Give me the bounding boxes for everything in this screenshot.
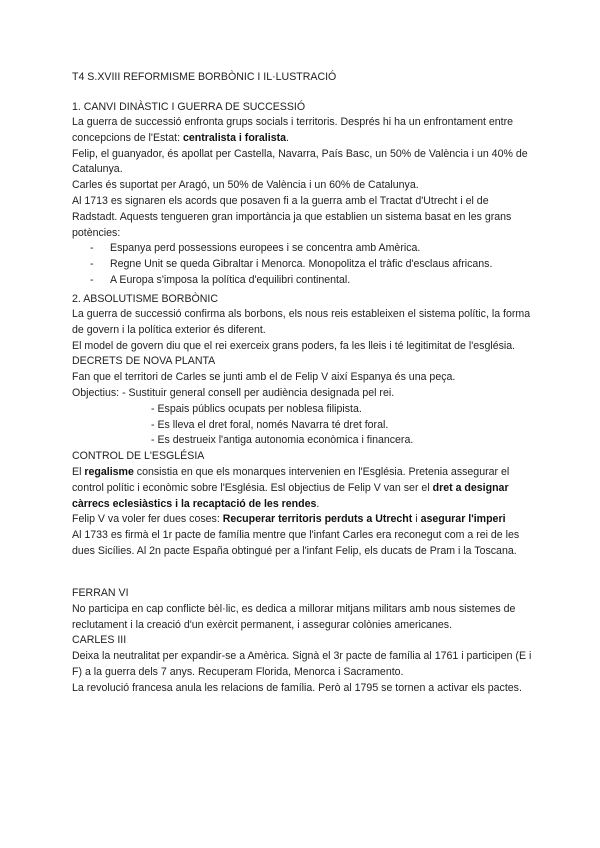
section-succession	[72, 115, 534, 289]
section-heading-absolutism: 2. ABSOLUTISME BORBÒNIC	[72, 293, 218, 305]
bold-text: asegurar l'imperi	[420, 513, 506, 526]
text: consistia en que els monarques intervenien en l'Església. Pretenia assegurar el control polític i econòmic sobre l'Església. Esl objectius de Felip V van ser el	[72, 465, 510, 494]
section-absolutism	[72, 307, 534, 560]
paragraph: Al 1713 es signaren els acords que posaven fi a la guerra amb el Tractat d'Utrecht i el de Radstadt. Aquests tengueren gran importància ja que establien un sistema basat en les grans potències:	[72, 194, 512, 239]
bold-text: Recuperar territoris perduts a Utrecht	[222, 513, 413, 526]
section-heading-succession: 1. CANVI DINÀSTIC I GUERRA DE SUCCESSIÓ	[72, 101, 306, 113]
objective-item: - Es lleva el dret foral, només Navarra té dret foral.	[151, 418, 389, 431]
text: Felip V va voler fer dues coses:	[72, 513, 223, 526]
objectives-label: Objectius:	[72, 386, 120, 399]
bold-text: centralista i foralista	[182, 131, 287, 144]
list-item: - A Europa s'imposa la política d'equilibri continental.	[90, 273, 534, 289]
paragraph: La revolució francesa anula les relacions de família. Però al 1795 se tornen a activar els pactes.	[72, 681, 522, 694]
objective-item: - Espais públics ocupats per noblesa filipista.	[151, 402, 362, 415]
paragraph: Al 1733 es firmà el 1r pacte de família mentre que l'infant Carles era reconegut com a rei de les dues Sicílies. Al 2n pacte España obtingué per a l'infant Felip, els ducats de Pram i la Toscana.	[72, 529, 520, 557]
text: .	[286, 131, 289, 144]
objective-item: - Es destrueix l'antiga autonomia econòmica i financera.	[151, 434, 414, 447]
subheading-decrets: DECRETS DE NOVA PLANTA	[72, 355, 216, 368]
paragraph: El model de govern diu que el rei exerceix grans poders, fa les lleis i té legitimitat de l'església.	[72, 339, 516, 352]
list-item: - Regne Unit se queda Gibraltar i Menorca. Monopolitza el tràfic d'esclaus africans.	[90, 257, 534, 273]
text: La guerra de successió enfronta grups socials i territoris. Després hi ha un enfrontament entre concepcions de l'Estat:	[72, 116, 514, 144]
paragraph: No participa en cap conflicte bèl·lic, es dedica a millorar mitjans militars amb nous sistemes de reclutament i la creació d'un exèrcit permanent, i assegurar colònies americanes.	[72, 602, 516, 631]
paragraph	[72, 465, 534, 512]
bold-text: dret a designar càrrecs eclesiàstics i la recaptació de les rendes	[72, 481, 509, 510]
paragraph: Felip, el guanyador, és apollat per Castella, Navarra, País Basc, un 50% de València i un 40% de Catalunya.	[72, 147, 528, 176]
subheading-ferran: FERRAN VI	[72, 587, 129, 599]
consequences-list	[90, 241, 534, 288]
text: i	[412, 513, 421, 526]
objective-item: - Sustituir general consell per audiència designada pel rei.	[122, 386, 395, 399]
text: .	[316, 497, 320, 510]
subheading-esglesia: CONTROL DE L'ESGLÉSIA	[72, 450, 205, 463]
list-item: - Espanya perd possessions europees i se concentra amb Amèrica.	[90, 241, 534, 257]
paragraph	[72, 115, 534, 147]
objectives-line	[72, 386, 534, 402]
document-title: T4 S.XVIII REFORMISME BORBÒNIC I IL·LUSTRACIÓ	[72, 71, 337, 83]
paragraph: La guerra de successió confirma als borbons, els nous reis estableixen el sistema polític, la forma de govern i la política exterior és diferent.	[72, 308, 531, 336]
paragraph: Deixa la neutralitat per expandir-se a Amèrica. Signà el 3r pacte de família al 1761 i participen (E i F) a la guerra dels 7 anys. Recuperam Florida, Menorca i Sacramento.	[72, 650, 532, 678]
subheading-carles: CARLES III	[72, 634, 127, 647]
paragraph: Fan que el territori de Carles se junti amb el de Felip V així Espanya és una peça.	[72, 371, 456, 384]
section-ferran-carles	[72, 586, 534, 697]
bold-text: regalisme	[84, 465, 134, 478]
text: El	[72, 465, 85, 478]
paragraph: Carles és suportat per Aragó, un 50% de València i un 60% de Catalunya.	[72, 179, 419, 192]
paragraph	[72, 512, 534, 528]
